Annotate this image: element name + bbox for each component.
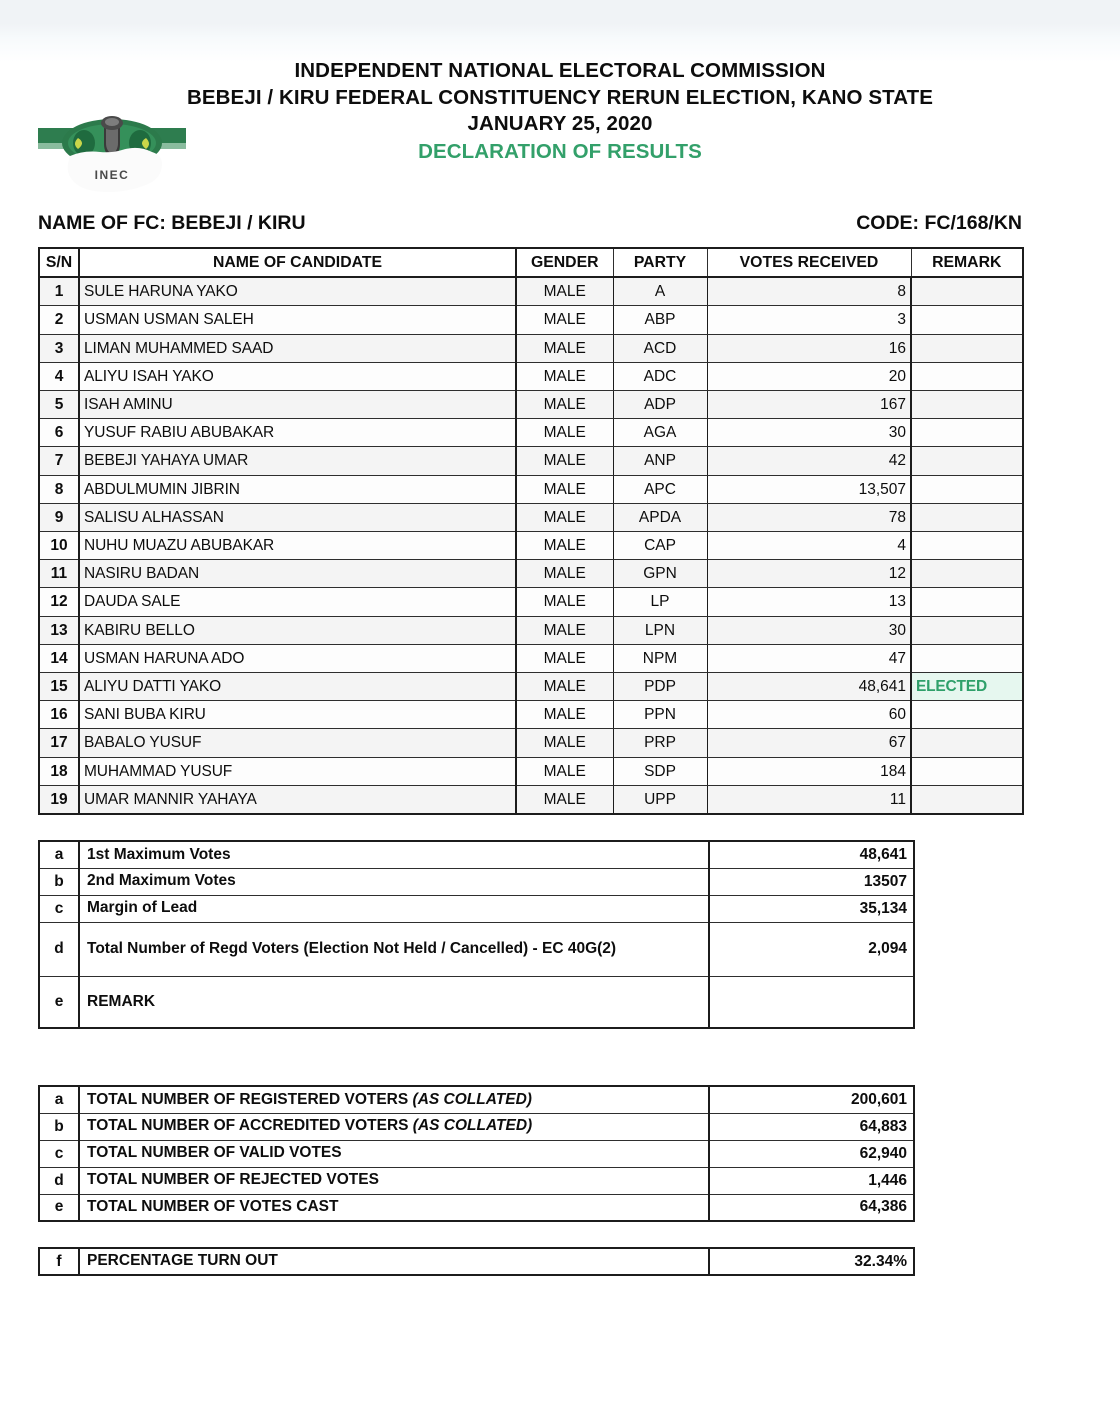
table-row <box>39 588 1023 616</box>
table-row <box>39 532 1023 560</box>
summary-row-value: 35,134 <box>709 895 914 922</box>
column-header-name: NAME OF CANDIDATE <box>79 248 516 277</box>
cell-gender: MALE <box>516 306 613 334</box>
cell-remark <box>911 362 1023 390</box>
inec-logo-artwork <box>38 112 186 192</box>
cell-party: CAP <box>613 532 707 560</box>
cell-gender: MALE <box>516 419 613 447</box>
cell-party: PPN <box>613 701 707 729</box>
totals-row <box>39 1086 914 1113</box>
fc-identification-line <box>38 212 1022 235</box>
cell-candidate-name: ISAH AMINU <box>79 391 516 419</box>
cell-sn: 8 <box>39 475 79 503</box>
cell-votes: 30 <box>707 419 911 447</box>
cell-votes: 12 <box>707 560 911 588</box>
cell-gender: MALE <box>516 447 613 475</box>
cell-remark <box>911 560 1023 588</box>
turnout-table <box>38 1247 915 1276</box>
cell-remark: ELECTED <box>911 673 1023 701</box>
cell-sn: 11 <box>39 560 79 588</box>
inec-wordmark: INEC <box>94 168 130 182</box>
totals-row <box>39 1194 914 1221</box>
cell-sn: 5 <box>39 391 79 419</box>
fc-name: NAME OF FC: BEBEJI / KIRU <box>38 212 306 234</box>
summary-row-key: b <box>39 868 79 895</box>
cell-gender: MALE <box>516 560 613 588</box>
cell-remark <box>911 757 1023 785</box>
table-row <box>39 391 1023 419</box>
cell-party: ACD <box>613 334 707 362</box>
cell-gender: MALE <box>516 362 613 390</box>
totals-row-key: d <box>39 1167 79 1194</box>
cell-party: LPN <box>613 616 707 644</box>
cell-remark <box>911 391 1023 419</box>
totals-row-value: 1,446 <box>709 1167 914 1194</box>
summary-row <box>39 895 914 922</box>
cell-party: SDP <box>613 757 707 785</box>
cell-gender: MALE <box>516 701 613 729</box>
constituency-line: BEBEJI / KIRU FEDERAL CONSTITUENCY RERUN ELECTION, KANO STATE <box>186 85 934 109</box>
cell-candidate-name: LIMAN MUHAMMED SAAD <box>79 334 516 362</box>
cell-sn: 16 <box>39 701 79 729</box>
totals-row-label: TOTAL NUMBER OF ACCREDITED VOTERS (AS COLLATED) <box>79 1113 709 1140</box>
cell-remark <box>911 532 1023 560</box>
table-row <box>39 757 1023 785</box>
cell-sn: 10 <box>39 532 79 560</box>
cell-gender: MALE <box>516 757 613 785</box>
turnout-rows <box>39 1248 914 1275</box>
column-header-gender: GENDER <box>516 248 613 277</box>
cell-remark <box>911 701 1023 729</box>
cell-remark <box>911 616 1023 644</box>
cell-party: ANP <box>613 447 707 475</box>
table-row <box>39 729 1023 757</box>
cell-votes: 30 <box>707 616 911 644</box>
cell-candidate-name: NASIRU BADAN <box>79 560 516 588</box>
cell-gender: MALE <box>516 503 613 531</box>
cell-party: APC <box>613 475 707 503</box>
cell-votes: 47 <box>707 644 911 672</box>
cell-candidate-name: YUSUF RABIU ABUBAKAR <box>79 419 516 447</box>
cell-sn: 17 <box>39 729 79 757</box>
summary-row <box>39 868 914 895</box>
cell-sn: 12 <box>39 588 79 616</box>
cell-sn: 2 <box>39 306 79 334</box>
cell-sn: 13 <box>39 616 79 644</box>
cell-candidate-name: BABALO YUSUF <box>79 729 516 757</box>
cell-remark <box>911 277 1023 306</box>
totals-row-label: TOTAL NUMBER OF VOTES CAST <box>79 1194 709 1221</box>
election-date: JANUARY 25, 2020 <box>467 112 653 136</box>
totals-rows <box>39 1086 914 1221</box>
cell-votes: 67 <box>707 729 911 757</box>
summary-row <box>39 841 914 868</box>
column-header-votes: VOTES RECEIVED <box>707 248 911 277</box>
table-row <box>39 419 1023 447</box>
cell-candidate-name: MUHAMMAD YUSUF <box>79 757 516 785</box>
cell-sn: 18 <box>39 757 79 785</box>
cell-party: NPM <box>613 644 707 672</box>
column-header-sn: S/N <box>39 248 79 277</box>
totals-row-value: 62,940 <box>709 1140 914 1167</box>
cell-party: LP <box>613 588 707 616</box>
cell-party: PDP <box>613 673 707 701</box>
cell-votes: 13,507 <box>707 475 911 503</box>
cell-votes: 3 <box>707 306 911 334</box>
totals-row <box>39 1113 914 1140</box>
totals-row-label: TOTAL NUMBER OF REJECTED VOTES <box>79 1167 709 1194</box>
cell-sn: 14 <box>39 644 79 672</box>
cell-gender: MALE <box>516 334 613 362</box>
cell-candidate-name: SANI BUBA KIRU <box>79 701 516 729</box>
table-row <box>39 334 1023 362</box>
table-row <box>39 503 1023 531</box>
cell-gender: MALE <box>516 391 613 419</box>
cell-sn: 1 <box>39 277 79 306</box>
cell-candidate-name: SALISU ALHASSAN <box>79 503 516 531</box>
summary-row-value: 13507 <box>709 868 914 895</box>
totals-row-key: e <box>39 1194 79 1221</box>
totals-row-label: TOTAL NUMBER OF VALID VOTES <box>79 1140 709 1167</box>
cell-party: A <box>613 277 707 306</box>
cell-party: GPN <box>613 560 707 588</box>
page-title: INDEPENDENT NATIONAL ELECTORAL COMMISSION <box>294 59 826 82</box>
cell-party: ADP <box>613 391 707 419</box>
cell-remark <box>911 785 1023 814</box>
cell-gender: MALE <box>516 475 613 503</box>
cell-gender: MALE <box>516 616 613 644</box>
table-header-row <box>39 248 1023 277</box>
summary-rows <box>39 841 914 1028</box>
summary-row-label: Total Number of Regd Voters (Election Not Held / Cancelled) - EC 40G(2) <box>79 922 709 976</box>
table-row <box>39 785 1023 814</box>
cell-candidate-name: USMAN USMAN SALEH <box>79 306 516 334</box>
cell-remark <box>911 729 1023 757</box>
summary-row-value <box>709 976 914 1028</box>
table-row <box>39 475 1023 503</box>
cell-party: PRP <box>613 729 707 757</box>
cell-gender: MALE <box>516 729 613 757</box>
cell-remark <box>911 447 1023 475</box>
cell-candidate-name: DAUDA SALE <box>79 588 516 616</box>
cell-sn: 4 <box>39 362 79 390</box>
totals-row-label-qualifier: (AS COLLATED) <box>412 1090 532 1108</box>
summary-row-key: a <box>39 841 79 868</box>
table-row <box>39 306 1023 334</box>
cell-votes: 184 <box>707 757 911 785</box>
cell-votes: 13 <box>707 588 911 616</box>
summary-row-label: REMARK <box>79 976 709 1028</box>
cell-votes: 48,641 <box>707 673 911 701</box>
totals-row-value: 200,601 <box>709 1086 914 1113</box>
cell-gender: MALE <box>516 673 613 701</box>
totals-row <box>39 1140 914 1167</box>
totals-row-value: 64,386 <box>709 1194 914 1221</box>
summary-row <box>39 922 914 976</box>
cell-sn: 19 <box>39 785 79 814</box>
column-header-remark: REMARK <box>911 248 1023 277</box>
cell-candidate-name: USMAN HARUNA ADO <box>79 644 516 672</box>
cell-remark <box>911 588 1023 616</box>
fc-code: CODE: FC/168/KN <box>856 212 1022 234</box>
cell-candidate-name: SULE HARUNA YAKO <box>79 277 516 306</box>
turnout-row-value: 32.34% <box>709 1248 914 1275</box>
turnout-row-key: f <box>39 1248 79 1275</box>
cell-party: AGA <box>613 419 707 447</box>
cell-party: ADC <box>613 362 707 390</box>
candidate-rows <box>39 277 1023 814</box>
summary-row <box>39 976 914 1028</box>
summary-row-key: d <box>39 922 79 976</box>
table-row <box>39 673 1023 701</box>
cell-candidate-name: ABDULMUMIN JIBRIN <box>79 475 516 503</box>
cell-remark <box>911 475 1023 503</box>
cell-votes: 8 <box>707 277 911 306</box>
table-row <box>39 701 1023 729</box>
cell-gender: MALE <box>516 588 613 616</box>
turnout-row <box>39 1248 914 1275</box>
inec-logo <box>38 112 186 192</box>
cell-remark <box>911 644 1023 672</box>
cell-sn: 6 <box>39 419 79 447</box>
summary-row-key: e <box>39 976 79 1028</box>
cell-votes: 42 <box>707 447 911 475</box>
cell-candidate-name: ALIYU DATTI YAKO <box>79 673 516 701</box>
cell-votes: 20 <box>707 362 911 390</box>
column-header-party: PARTY <box>613 248 707 277</box>
cell-remark <box>911 306 1023 334</box>
cell-candidate-name: BEBEJI YAHAYA UMAR <box>79 447 516 475</box>
cell-votes: 4 <box>707 532 911 560</box>
totals-row-key: b <box>39 1113 79 1140</box>
voter-totals-table <box>38 1085 915 1222</box>
cell-sn: 15 <box>39 673 79 701</box>
candidate-results-table <box>38 247 1024 815</box>
cell-candidate-name: UMAR MANNIR YAHAYA <box>79 785 516 814</box>
cell-remark <box>911 419 1023 447</box>
totals-row-label: TOTAL NUMBER OF REGISTERED VOTERS (AS COLLATED) <box>79 1086 709 1113</box>
table-row <box>39 447 1023 475</box>
cell-party: UPP <box>613 785 707 814</box>
cell-votes: 60 <box>707 701 911 729</box>
cell-gender: MALE <box>516 644 613 672</box>
declaration-heading: DECLARATION OF RESULTS <box>418 139 702 163</box>
summary-row-label: Margin of Lead <box>79 895 709 922</box>
totals-row-value: 64,883 <box>709 1113 914 1140</box>
summary-row-label: 1st Maximum Votes <box>79 841 709 868</box>
turnout-row-label: PERCENTAGE TURN OUT <box>79 1248 709 1275</box>
table-row <box>39 560 1023 588</box>
cell-party: ABP <box>613 306 707 334</box>
cell-votes: 11 <box>707 785 911 814</box>
summary-row-value: 2,094 <box>709 922 914 976</box>
cell-sn: 3 <box>39 334 79 362</box>
cell-candidate-name: NUHU MUAZU ABUBAKAR <box>79 532 516 560</box>
summary-row-label: 2nd Maximum Votes <box>79 868 709 895</box>
table-row <box>39 616 1023 644</box>
table-row <box>39 644 1023 672</box>
totals-row-label-qualifier: (AS COLLATED) <box>412 1117 533 1135</box>
totals-row <box>39 1167 914 1194</box>
cell-gender: MALE <box>516 277 613 306</box>
totals-row-key: a <box>39 1086 79 1113</box>
cell-remark <box>911 503 1023 531</box>
table-row <box>39 277 1023 306</box>
cell-candidate-name: KABIRU BELLO <box>79 616 516 644</box>
cell-sn: 9 <box>39 503 79 531</box>
cell-gender: MALE <box>516 785 613 814</box>
cell-votes: 78 <box>707 503 911 531</box>
vote-summary-table <box>38 840 915 1029</box>
table-row <box>39 362 1023 390</box>
cell-gender: MALE <box>516 532 613 560</box>
cell-candidate-name: ALIYU ISAH YAKO <box>79 362 516 390</box>
totals-row-key: c <box>39 1140 79 1167</box>
cell-sn: 7 <box>39 447 79 475</box>
summary-row-value: 48,641 <box>709 841 914 868</box>
cell-remark <box>911 334 1023 362</box>
cell-party: APDA <box>613 503 707 531</box>
summary-row-key: c <box>39 895 79 922</box>
cell-votes: 167 <box>707 391 911 419</box>
cell-votes: 16 <box>707 334 911 362</box>
